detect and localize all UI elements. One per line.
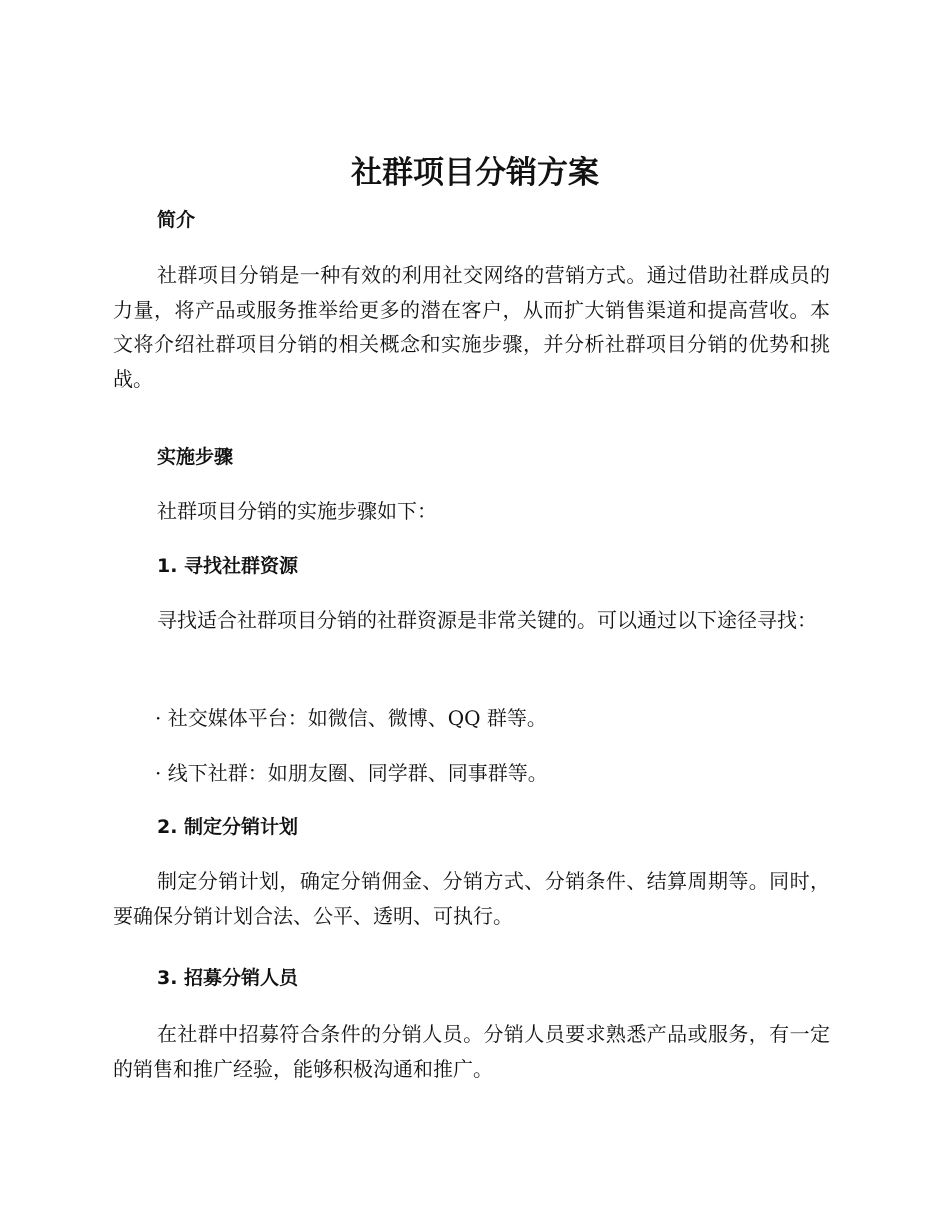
step3-heading: 3. 招募分销人员 (157, 967, 299, 989)
document-title: 社群项目分销方案 (351, 155, 599, 191)
intro-heading: 简介 (157, 209, 196, 231)
intro-paragraph: 社群项目分销是一种有效的利用社交网络的营销方式。通过借助社群成员的力量，将产品或服务推举给更多的潜在客户，从而扩大销售渠道和提高营收。本文将介绍社群项目分销的相关概念和实施步骤，并分析社群项目分销的优势和挑战。 (113, 263, 830, 391)
step3-paragraph: 在社群中招募符合条件的分销人员。分销人员要求熟悉产品或服务，有一定的销售和推广经验，能够积极沟通和推广。 (113, 1022, 830, 1081)
step1-heading: 1. 寻找社群资源 (157, 555, 299, 577)
step1-bullet-offline: · 线下社群：如朋友圈、同学群、同事群等。 (155, 761, 548, 785)
step1-paragraph: 寻找适合社群项目分销的社群资源是非常关键的。可以通过以下途径寻找： (157, 608, 817, 632)
step2-paragraph: 制定分销计划，确定分销佣金、分销方式、分销条件、结算周期等。同时，要确保分销计划合法、公平、透明、可执行。 (113, 869, 830, 928)
steps-lead-paragraph: 社群项目分销的实施步骤如下： (157, 499, 437, 523)
steps-heading: 实施步骤 (157, 446, 234, 468)
step2-heading: 2. 制定分销计划 (157, 816, 299, 838)
step1-bullet-social-media: · 社交媒体平台：如微信、微博、QQ 群等。 (155, 706, 547, 730)
